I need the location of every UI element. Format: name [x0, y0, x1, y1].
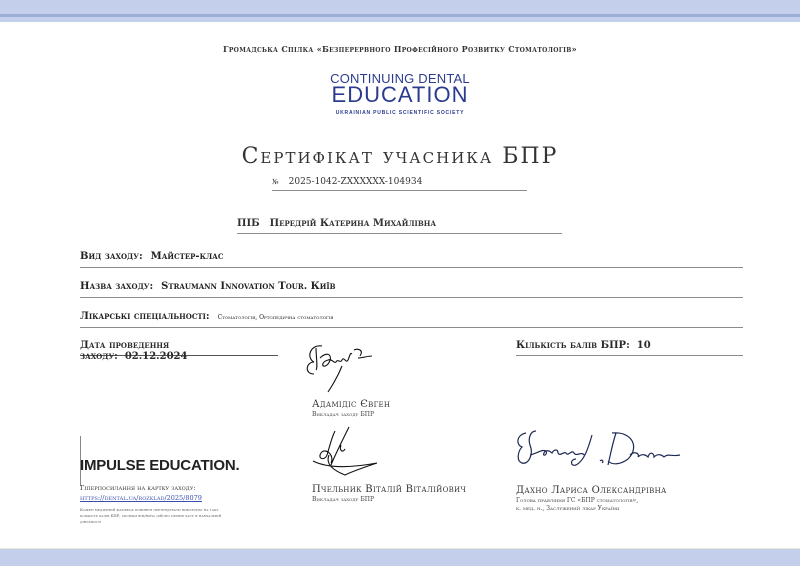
signatory-3 — [516, 485, 667, 512]
signatory-1-role: Викладач заходу БПР — [312, 411, 375, 418]
specialties-label: Лікарські спеціальності: — [80, 311, 210, 322]
signature-adamidis — [300, 340, 380, 400]
event-type-label: Вид заходу: — [80, 251, 143, 262]
event-date-label: Дата проведення заходу: — [80, 340, 170, 362]
logo-tagline: UKRAINIAN PUBLIC SCIENTIFIC SOCIETY — [335, 110, 465, 116]
signatory-1 — [312, 399, 390, 418]
organization-name: Громадська Спілка «Безперервного Професійного Розвитку Стоматологів» — [223, 44, 577, 54]
bottom-decorative-band — [0, 548, 800, 566]
points-value: 10 — [636, 340, 651, 351]
points-row — [516, 340, 743, 356]
event-card-link[interactable]: https://dental.ua/rozklad/2025/8079 — [80, 494, 202, 502]
disclaimer-text: Кожен медичний фахівець повинен претендувати виключно на таку кількість балів БПР, скільки він/вона дійсно провів часу в навчальній діяльності — [80, 507, 222, 524]
signatory-3-role-line-1: Голова правління ГС «БПР стоматологів», — [516, 497, 639, 504]
signature-dakhno — [512, 425, 692, 475]
logo-line-1: CONTINUING DENTAL — [330, 71, 470, 86]
hyperlink-label: Гіперпосилання на картку заходу: — [80, 484, 196, 492]
logo-line-2: EDUCATION — [331, 82, 469, 107]
participant-name-row — [237, 218, 562, 234]
event-name-value: Straumann Innovation Tour. Київ — [161, 281, 336, 292]
signature-pchelnyk — [305, 425, 385, 480]
points-label: Кількість балів БПР: — [516, 340, 630, 351]
signatory-2 — [312, 484, 466, 503]
cde-logo — [300, 72, 500, 116]
specialties-value: Стоматологія, Ортопедична стоматологія — [217, 314, 334, 321]
certificate-number — [272, 177, 527, 191]
top-decorative-band — [0, 0, 800, 22]
signatory-3-name: Дахно Лариса Олександрівна — [516, 485, 667, 496]
event-date-value: 02.12.2024 — [124, 351, 188, 362]
certificate-number-value: 2025-1042-ZXXXXXX-104934 — [288, 177, 423, 187]
event-type-row — [80, 251, 743, 268]
event-date-row — [80, 340, 278, 362]
signatory-3-role-line-2: к. мед. н., Заслужений лікар України — [516, 505, 620, 512]
specialties-row — [80, 311, 743, 328]
top-band-stripe — [0, 14, 800, 17]
event-name-row — [80, 281, 743, 298]
event-name-label: Назва заходу: — [80, 281, 154, 292]
provider-logo: IMPULSE EDUCATION. — [80, 457, 240, 474]
participant-name-label: ПІБ — [237, 218, 260, 229]
signatory-2-role: Викладач заходу БПР — [312, 496, 375, 503]
event-type-value: Майстер-клас — [150, 251, 224, 262]
certificate-title: Сертифікат учасника БПР — [241, 144, 559, 169]
participant-name: Передрій Катерина Михайлівна — [269, 218, 437, 229]
number-symbol: № — [272, 178, 279, 186]
signatory-2-name: Пчельник Віталій Віталійович — [312, 484, 467, 495]
signatory-1-name: Адамідіс Євген — [312, 399, 391, 410]
